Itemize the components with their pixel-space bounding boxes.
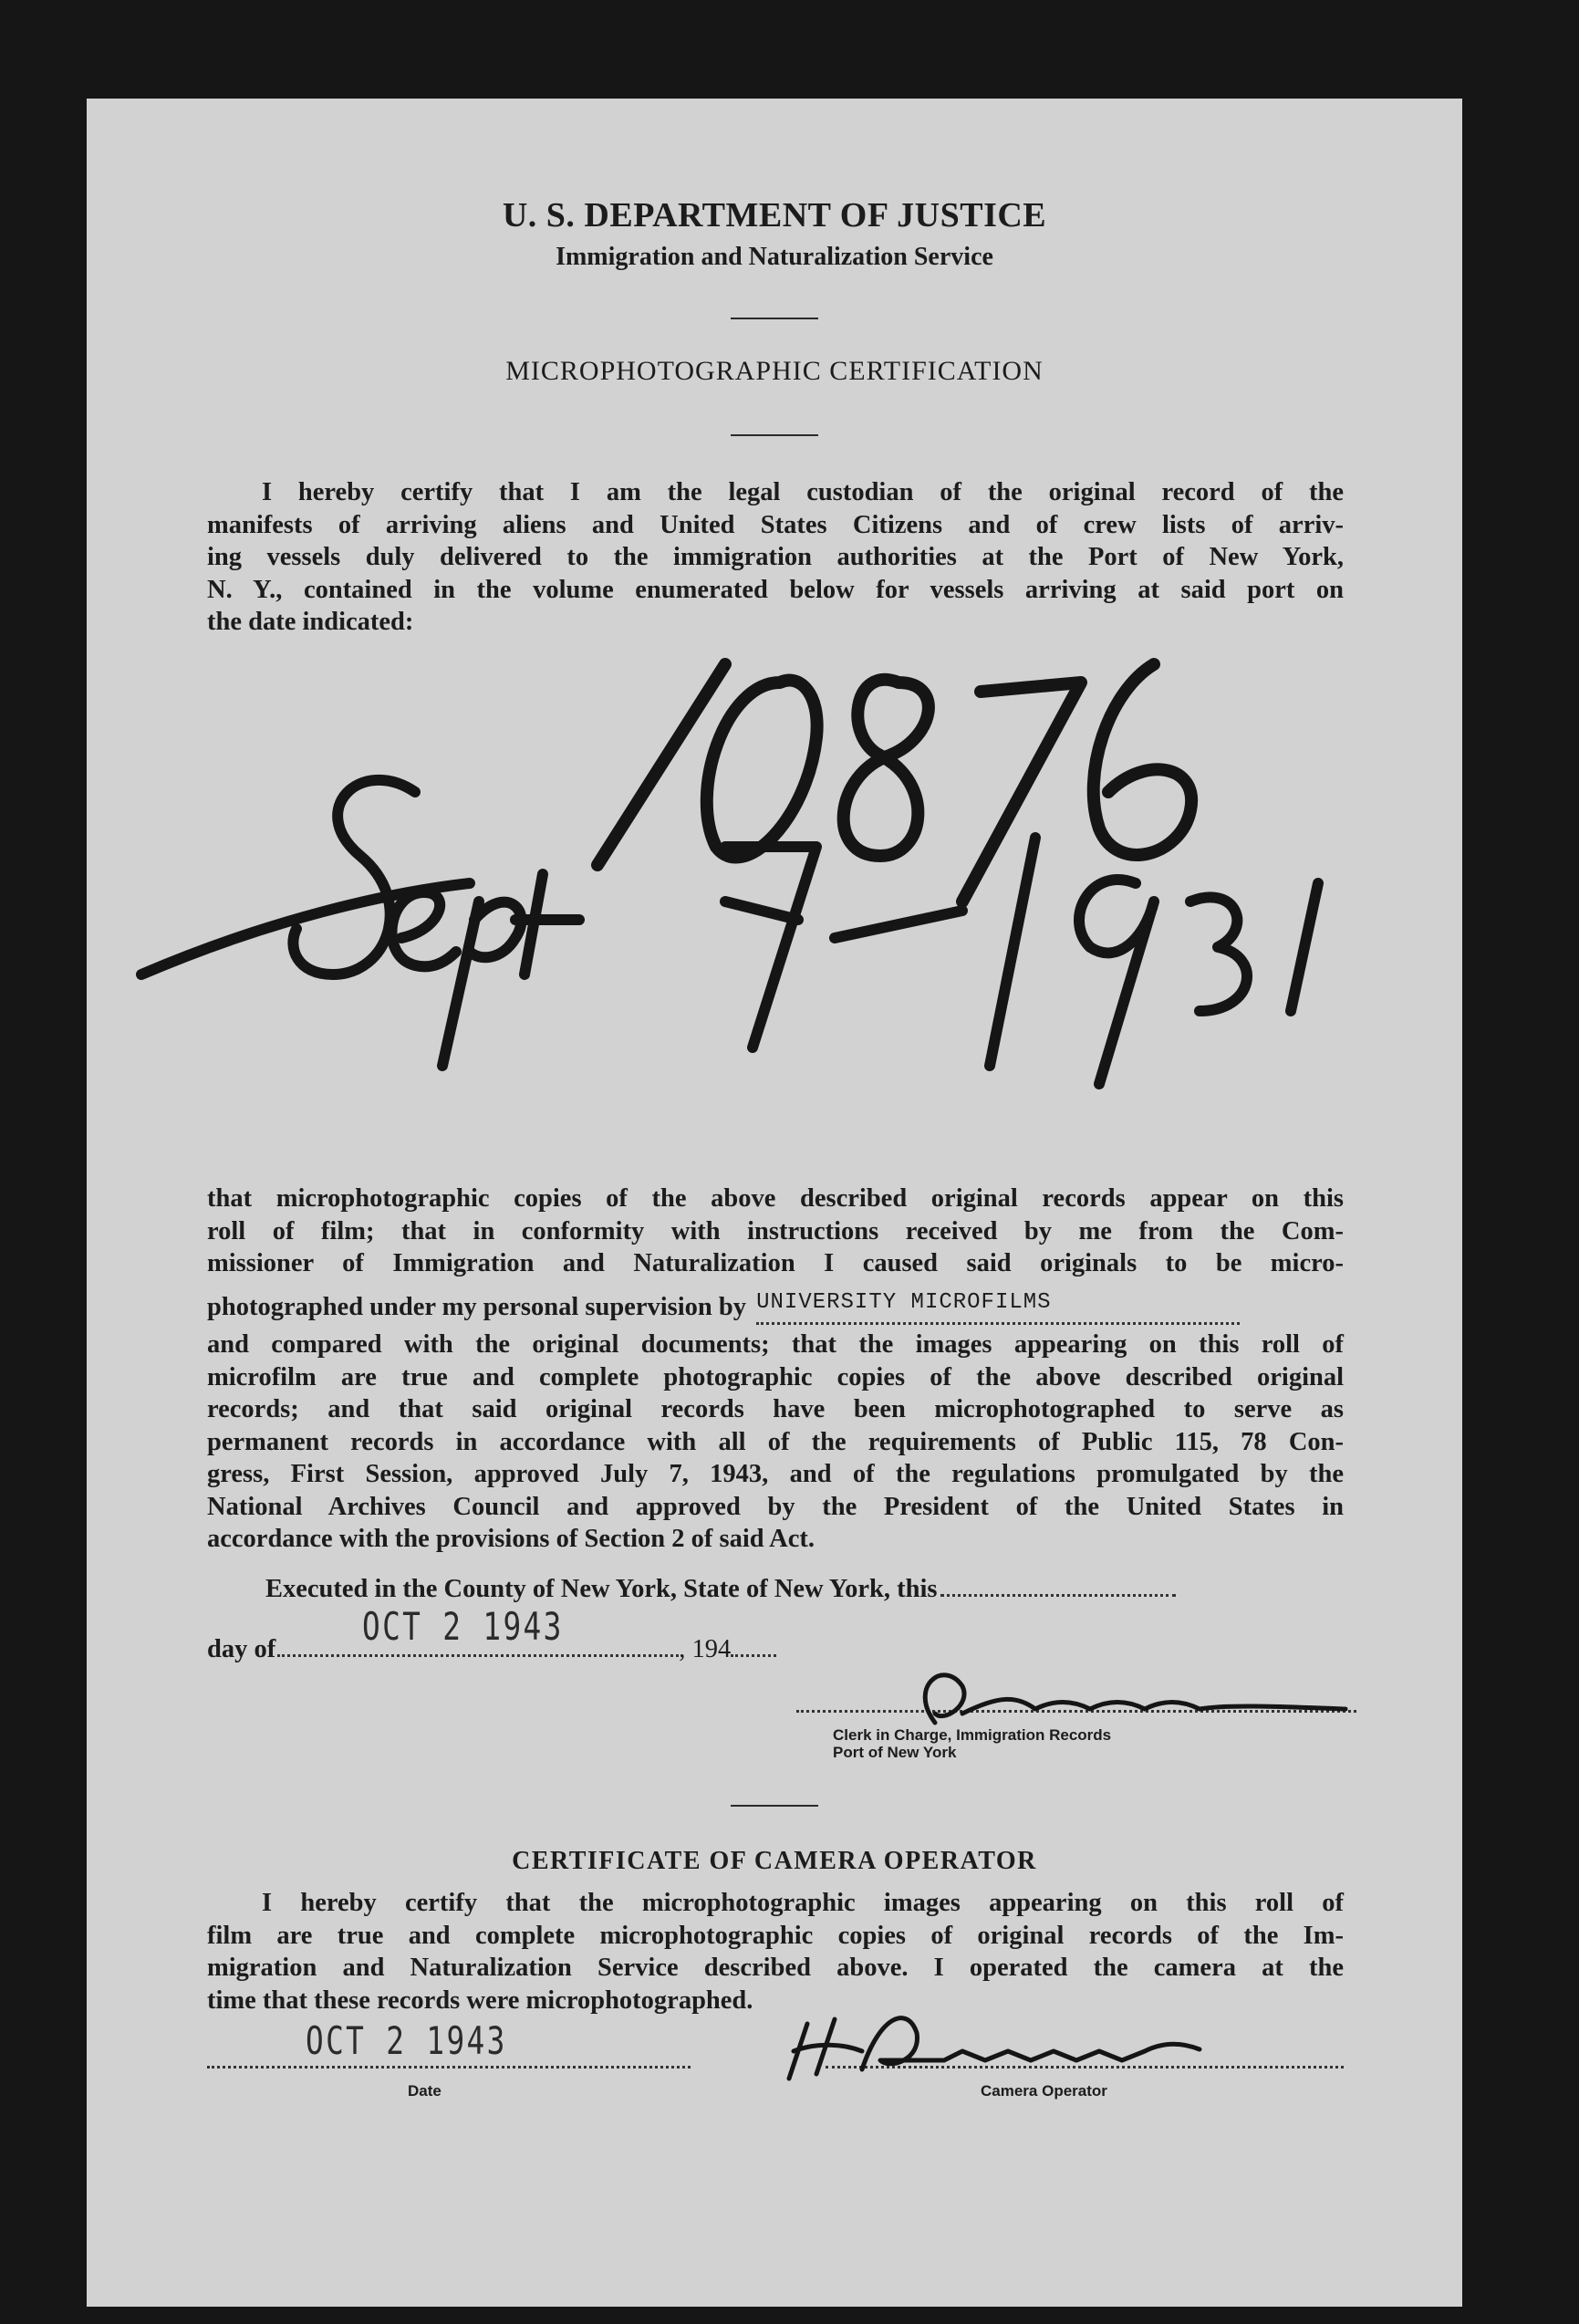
paragraph-line: gress, First Session, approved July 7, 1943, and of the regulations promulgated by the [207, 1460, 1344, 1488]
supervision-field [756, 1287, 1240, 1326]
executed-line [207, 1573, 1344, 1606]
day-of-field [277, 1654, 679, 1657]
camera-operator-paragraph [207, 1887, 1344, 2017]
handwritten-date [141, 780, 1318, 1084]
camera-operator-label: Camera Operator [981, 2082, 1107, 2100]
divider-rule [731, 318, 818, 319]
executed-dotted-field [940, 1594, 1176, 1597]
paragraph-line: time that these records were microphotographed. [207, 1985, 753, 2015]
paragraph-line: film are true and complete microphotographic copies of original records of the Im- [207, 1921, 1344, 1950]
film-paragraph [207, 1183, 1344, 1556]
handwritten-volume-number [597, 664, 1191, 901]
camera-operator-title: CERTIFICATE OF CAMERA OPERATOR [512, 1847, 1037, 1875]
paragraph-line: ing vessels duly delivered to the immigration authorities at the Port of New York, [207, 543, 1344, 571]
paragraph-line: National Archives Council and approved by the President of the United States in [207, 1492, 1344, 1521]
date-label: Date [408, 2082, 441, 2100]
paragraph-line: migration and Naturalization Service described above. I operated the camera at the [207, 1954, 1344, 1982]
operator-signature-line [826, 2066, 1344, 2069]
certificate-page [87, 99, 1462, 2307]
paragraph-line: I hereby certify that I am the legal custodian of the original record of the [262, 478, 1344, 506]
paragraph-line: missioner of Immigration and Naturalization I caused said originals to be micro- [207, 1249, 1344, 1277]
divider-rule [731, 1805, 818, 1807]
executed-text: Executed in the County of New York, State of New York, this [265, 1575, 938, 1603]
paragraph-line: permanent records in accordance with all of the requirements of Public 115, 78 Con- [207, 1427, 1344, 1456]
day-of-label: day of [207, 1635, 276, 1663]
stamp-date-camera: OCT 2 1943 [306, 2018, 507, 2063]
clerk-location-line: Port of New York [833, 1744, 957, 1761]
paragraph-line: and compared with the original documents; that the images appearing on this roll of [207, 1330, 1344, 1359]
year-field [731, 1654, 776, 1657]
clerk-signature-line [796, 1710, 1356, 1713]
clerk-title-line: Clerk in Charge, Immigration Records [833, 1726, 1112, 1744]
paragraph-line: microfilm are true and complete photographic copies of the above described original [207, 1362, 1344, 1391]
stamp-date-executed: OCT 2 1943 [362, 1604, 564, 1649]
paragraph-line: that microphotographic copies of the above described original records appear on this [207, 1184, 1344, 1213]
service-subheading: Immigration and Naturalization Service [556, 243, 993, 271]
year-suffix: , 194 [679, 1635, 732, 1663]
paragraph-line: roll of film; that in conformity with instructions received by me from the Com- [207, 1216, 1344, 1245]
date-line [207, 2066, 691, 2069]
clerk-title [833, 1726, 1111, 1761]
paragraph-line: I hereby certify that the microphotographic images appearing on this roll of [262, 1889, 1344, 1917]
department-heading: U. S. DEPARTMENT OF JUSTICE [502, 196, 1047, 234]
supervision-line [207, 1291, 1344, 1329]
custodian-paragraph [207, 476, 1344, 639]
paragraph-line: the date indicated: [207, 608, 414, 636]
certification-title: MICROPHOTOGRAPHIC CERTIFICATION [505, 356, 1044, 386]
paragraph-line: accordance with the provisions of Section 2 of said Act. [207, 1525, 815, 1553]
paragraph-line: N. Y., contained in the volume enumerated below for vessels arriving at said port on [207, 575, 1344, 604]
paragraph-line: manifests of arriving aliens and United States Citizens and of crew lists of arriv- [207, 510, 1344, 539]
supervision-prefix: photographed under my personal supervision by [207, 1292, 746, 1321]
paragraph-line: records; and that said original records have been microphotographed to serve as [207, 1395, 1344, 1423]
supervision-typed-value: UNIVERSITY MICROFILMS [756, 1289, 1052, 1315]
divider-rule [731, 434, 818, 436]
